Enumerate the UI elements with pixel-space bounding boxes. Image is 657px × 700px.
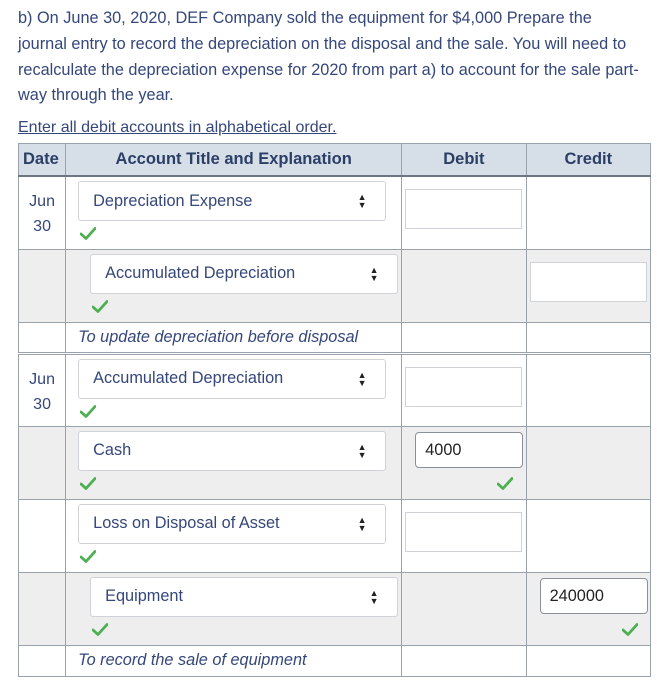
account-select[interactable] [78,504,386,544]
entry2-line2-debit-cell [402,426,526,499]
account-select-value: Loss on Disposal of Asset [93,514,280,532]
checkmark-icon [80,405,96,418]
entry2-line2-credit-cell [526,426,650,499]
debit-input[interactable] [405,189,522,229]
entry2-line1-credit-cell [526,353,650,426]
entry1-line1-debit-cell [402,176,526,249]
entry2-memo-cell [66,645,402,676]
checkmark-icon [497,477,513,490]
entry2-date [19,353,66,426]
debit-input[interactable] [405,367,522,407]
entry1-month: Jun [29,193,55,210]
checkmark-icon [80,227,96,240]
empty-debit-cell [402,322,526,353]
select-arrows-icon: ▲ ▼ [357,192,367,210]
credit-input[interactable]: 240000 [540,578,648,614]
account-select[interactable] [90,577,398,617]
entry1-line1-account-cell [66,176,402,249]
select-arrows-icon: ▲ ▼ [357,441,367,460]
account-select-value: Equipment [105,587,183,605]
empty-date-cell [19,249,66,322]
empty-debit-cell [402,645,526,676]
select-arrows-icon: ▲ ▼ [357,514,367,533]
checkmark-icon [80,477,96,490]
entry2-line1-account-cell [66,353,402,426]
account-select[interactable] [78,181,386,221]
empty-date-cell [19,499,66,572]
header-account: Account Title and Explanation [66,144,402,177]
account-select-value: Cash [93,441,132,459]
entry2-day: 30 [33,395,51,413]
header-date: Date [19,144,66,177]
select-arrows-icon: ▲ ▼ [369,264,379,283]
entry2-line1-debit-cell [402,353,526,426]
empty-credit-cell [526,322,650,353]
account-select-value: Depreciation Expense [93,191,253,210]
empty-credit-cell [526,645,650,676]
empty-date-cell [19,572,66,645]
journal-entry-table [18,143,651,677]
select-arrows-icon: ▲ ▼ [357,369,367,388]
entry1-date [19,176,66,249]
empty-date-cell [19,322,66,353]
entry2-line4-credit-cell [526,572,650,645]
question-text: b) On June 30, 2020, DEF Company sold the equipment for $4,000 Prepare the journal entry to record the depreciation on the disposal and the sale. You will need to recalculate the depreciation expense for 2020 from part a) to account for the sale part-way through the year. [18,9,639,105]
entry1-line1-credit-cell [526,176,650,249]
credit-input[interactable] [530,262,647,302]
debit-input[interactable] [405,512,522,552]
instruction-link[interactable]: Enter all debit accounts in alphabetical order. [18,119,337,136]
entry2-month: Jun [29,370,55,388]
checkmark-icon [92,300,108,313]
entry2-line3-debit-cell [402,499,526,572]
account-select[interactable] [78,431,386,471]
entry1-line2-credit-cell [526,249,650,322]
header-debit: Debit [402,144,526,177]
account-select[interactable] [90,254,398,294]
entry2-line3-account-cell [66,499,402,572]
entry2-memo: To record the sale of equipment [78,651,307,669]
entry1-line2-account-cell [66,249,402,322]
entry1-line2-debit-cell [402,249,526,322]
checkmark-icon [80,550,96,563]
empty-date-cell [19,645,66,676]
entry2-line2-account-cell [66,426,402,499]
entry1-memo-cell [66,322,402,353]
select-arrows-icon: ▲ ▼ [369,587,379,606]
checkmark-icon [92,623,108,636]
entry1-day: 30 [33,218,51,235]
entry2-line4-debit-cell [402,572,526,645]
empty-date-cell [19,426,66,499]
header-credit: Credit [526,144,650,177]
account-select-value: Accumulated Depreciation [93,369,284,387]
account-select-value: Accumulated Depreciation [105,264,296,282]
account-select[interactable] [78,359,386,399]
debit-input[interactable]: 4000 [415,432,523,468]
entry1-memo: To update depreciation before disposal [78,327,359,346]
entry2-line4-account-cell [66,572,402,645]
entry2-line3-credit-cell [526,499,650,572]
checkmark-icon [622,623,638,636]
